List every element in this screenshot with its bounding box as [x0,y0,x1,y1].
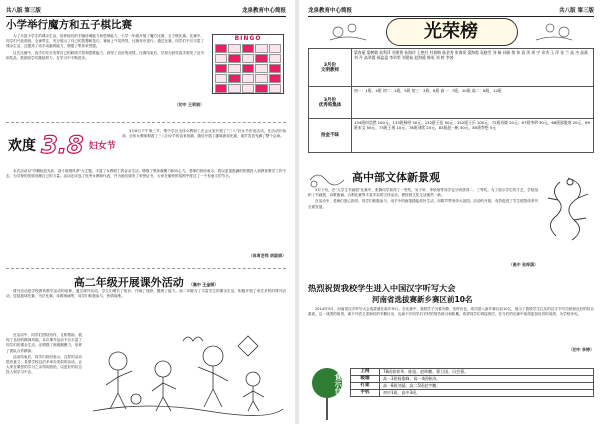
table-row [351,376,594,383]
honor-roll [308,16,594,166]
notice-label: 打架 [351,383,380,390]
table-row [309,119,594,153]
notice-value: 78班郭豪华、陈旭、赵坤鹏、曹卫国、冯会强。 [380,369,594,376]
womens-day-body [6,169,286,251]
womens-day-title-tail: 妇女节 [88,141,116,152]
left-header-title: 龙泉教育中心简报 [241,8,286,14]
dragon-illustration [542,174,594,244]
womens-day-title [8,131,118,165]
arts-credit: （高中 张梓涵） [508,262,538,267]
bingo-label: BINGO [234,35,262,42]
competition-title: 热烈祝贺我校学生进入中国汉字听写大会 [308,283,456,293]
table-row [351,369,594,376]
divider [6,268,286,269]
notice-sign-text: 食示台 [334,372,342,394]
womens-day-intro [122,129,286,167]
game-article [6,18,286,118]
womens-day-paragraph-2: 本次活动以"巾帼绽放光彩，奋斗展现风采"为主题，丰富了女教职工的业余生活，增强了集体凝聚力和向心力。老师们纷纷表示，将以更加饱满的热情投入到教育教学工作中去，为学校的发展贡献自己的力量。活动还评选了优秀女教师代表，并为她们颁发了荣誉证书，大家在愉快的氛围中度过了一个有意义的节日。 [6,169,286,179]
honor-label: 拾金不昧 [309,119,352,153]
notice-label: 手机 [351,390,380,397]
competition-credit: （初中 李婷） [568,347,594,352]
right-page [302,0,600,424]
honor-banner-title: 光荣榜 [424,21,478,42]
notice-value: 高一8班刘磊、高二5班赵宇鹏。 [380,383,594,390]
game-body [6,34,204,102]
flower-decoration-icon [534,20,574,44]
table-row [351,383,594,390]
honor-value: 134班何浩然 100元、133班杨明 50元、132班王佳 50元、142班王乐 100元、72班苏晓 20元、67班李明 30元、68班邵俊豪 20元、69班宋文 50元、75班王瑶 10元、78班刘欣 20元、83班赵一帆 50元、85班李想 5元 [352,119,594,153]
notice-value: 初中1班、高中3班。 [380,390,594,397]
arts-paragraph-2: 在活动中，老师们悉心指导，同学们积极参与，用手中的画笔描绘美好生活，用歌声赞美伟大祖国。活动的开展，有效促进了学生德智体美劳全面发展。 [308,199,538,209]
bingo-grid [213,42,283,95]
grade2-article [6,271,286,421]
womens-day-title-number: 3.8 [41,131,84,159]
arts-body [308,188,538,262]
honor-value: 初一：1班、4班 初二：2班、5班 初三：3班、6班 高一：7班、10班 高二：8班、12班 [352,87,594,119]
womens-day-article [6,125,286,265]
grade2-intro [6,289,286,329]
right-header-issue: 共八版 第三版 [559,8,594,14]
page-spine [295,0,299,424]
grade2-paragraph-1: 课外活动是学校教育教学活动的延伸，通过课外活动，学生们增长了知识，开阔了视野，锻炼了能力。高二年级为了丰富学生的课余生活，积极开展了形式多样的课外活动，包括篮球比赛、书法比赛、诗歌朗诵等，同学们积极参与，热情高涨。 [6,289,286,299]
grade2-body [6,333,82,419]
notice-sign [308,366,346,420]
grade2-paragraph-2: 在活动中，同学们团结协作，互相帮助，展现了良好的精神风貌。本次课外活动不仅丰富了同学们的课余生活，还增强了班级凝聚力，培养了团队合作精神。 [6,333,82,353]
honor-value: 梁春丽 梁树敏 侯利萍 刘建香 孙海玲 王艳红 杜春梅 陈金秀 张海英 梁海霞 袁晓雪 刘 畅 孙敏 黎 伟 聂 萍 周 宇 邓秀 王 萍 张 兰 高 杰 高燕 刘 丹 高翠霞 郝盈盈 李翠荣 刘建茹 赵海媛 韩英 刘 婷 李茜 [352,49,594,87]
honor-label: 3月份 文明教师 [309,49,352,87]
sign-post-icon [323,398,331,420]
right-header-title: 龙泉教育中心简报 [308,8,353,14]
notice-value: 高一3班杨俊峰、高一4班韩涛。 [380,376,594,383]
notice-label: 吸烟 [351,376,380,383]
womens-day-title-text: 欢度 [8,138,36,154]
grade2-paragraph-3: 活动结束后，同学们纷纷表示，这样的活动很有意义，希望学校以后多举办类似的活动，让大家在紧张的学习之余得到放松，以更好的状态投入到学习中去。 [6,354,82,375]
competition-body [308,307,594,347]
grade2-title: 高二年级开展课外活动 [73,276,184,289]
honor-table [308,48,594,153]
bingo-card-illustration [212,34,284,94]
scroll-decoration-icon [308,170,346,190]
notice-label: 上网 [351,369,380,376]
children-playing-illustration [88,331,286,419]
grade2-title-row [6,271,286,287]
honor-label: 3月份 优秀班集体 [309,87,352,119]
game-paragraph-2: 这次比赛中，选手们充分发挥自己的聪明才智和思维能力，获得了良好的成绩。比赛结束后，学校为获奖选手颁发了证书和奖品，鼓励同学们继续努力，在学习中不断进步。 [6,50,204,60]
table-row [309,49,594,87]
arts-paragraph-1: 3月下旬，在"大学生书画展"比赛中，张静同学获得了一等奖，吴子轩、李欣怡等同学也分别获得二、三等奖。为了展示学生的才艺，学校组织了书画展、诗歌朗诵、合唱比赛等丰富多彩的文体活动，使校园文化生活焕然一新。 [308,188,538,198]
grade2-title-note: （高中 王金丽） [188,282,219,287]
table-row [309,87,594,119]
notice-board [308,366,594,420]
game-credit: （初中 王莉娟） [174,102,204,107]
honor-banner [308,16,594,48]
competition-article [308,283,594,363]
notice-table [350,368,594,397]
game-title: 小学举行魔方和五子棋比赛 [6,19,132,31]
womens-day-credit: （体育老师 胡淑娟） [248,253,286,258]
game-paragraph-1: 为了丰富小学生的课余生活，培养他们的手脑协调能力和思维能力，小学一年级开展了魔方比赛、五子棋比赛。比赛中，同学们兴致勃勃，全神贯注，充分展示了自己的智慧和技巧，赛场上气氛热烈，比赛有序进行。通过比赛，同学们不仅丰富了课余生活，还提高了动手动脑的能力，增强了集体荣誉感。 [6,34,204,49]
arts-article [308,170,594,280]
flower-decoration-icon [328,20,368,44]
left-page-header [6,4,286,17]
left-page [0,0,292,424]
competition-paragraph: 2014年3月，河南省汉字听写大会选拔赛在新乡举行。在比赛中，我校学子沉着冷静，发挥出色，成功进入新乡赛区前10名，展示了我校学生扎实的汉字书写功底和良好的综合素质。这一成绩的取得，离不开语文老师们的辛勤付出，也离不开同学们平时的刻苦练习和积累。希望同学们再接再厉，在今后的比赛中取得更加优异的成绩，为学校争光。 [308,307,594,317]
competition-subtitle: 河南省选拔赛新乡赛区前10名 [372,295,473,304]
left-header-issue: 共八版 第三版 [6,8,41,14]
arts-title: 高中部文体新景观 [352,171,440,184]
table-row [351,390,594,397]
womens-day-paragraph-1: 3月8日下午第三节，集中学区全体女教职工在会议室开展了"三八"妇女节庆祝活动。在活动开始前，全体女教师观看了三八妇女节的由来视频，随后开展了趣味游戏比赛，欢声笑语充满了整个会场。 [122,129,286,139]
divider [6,122,286,123]
